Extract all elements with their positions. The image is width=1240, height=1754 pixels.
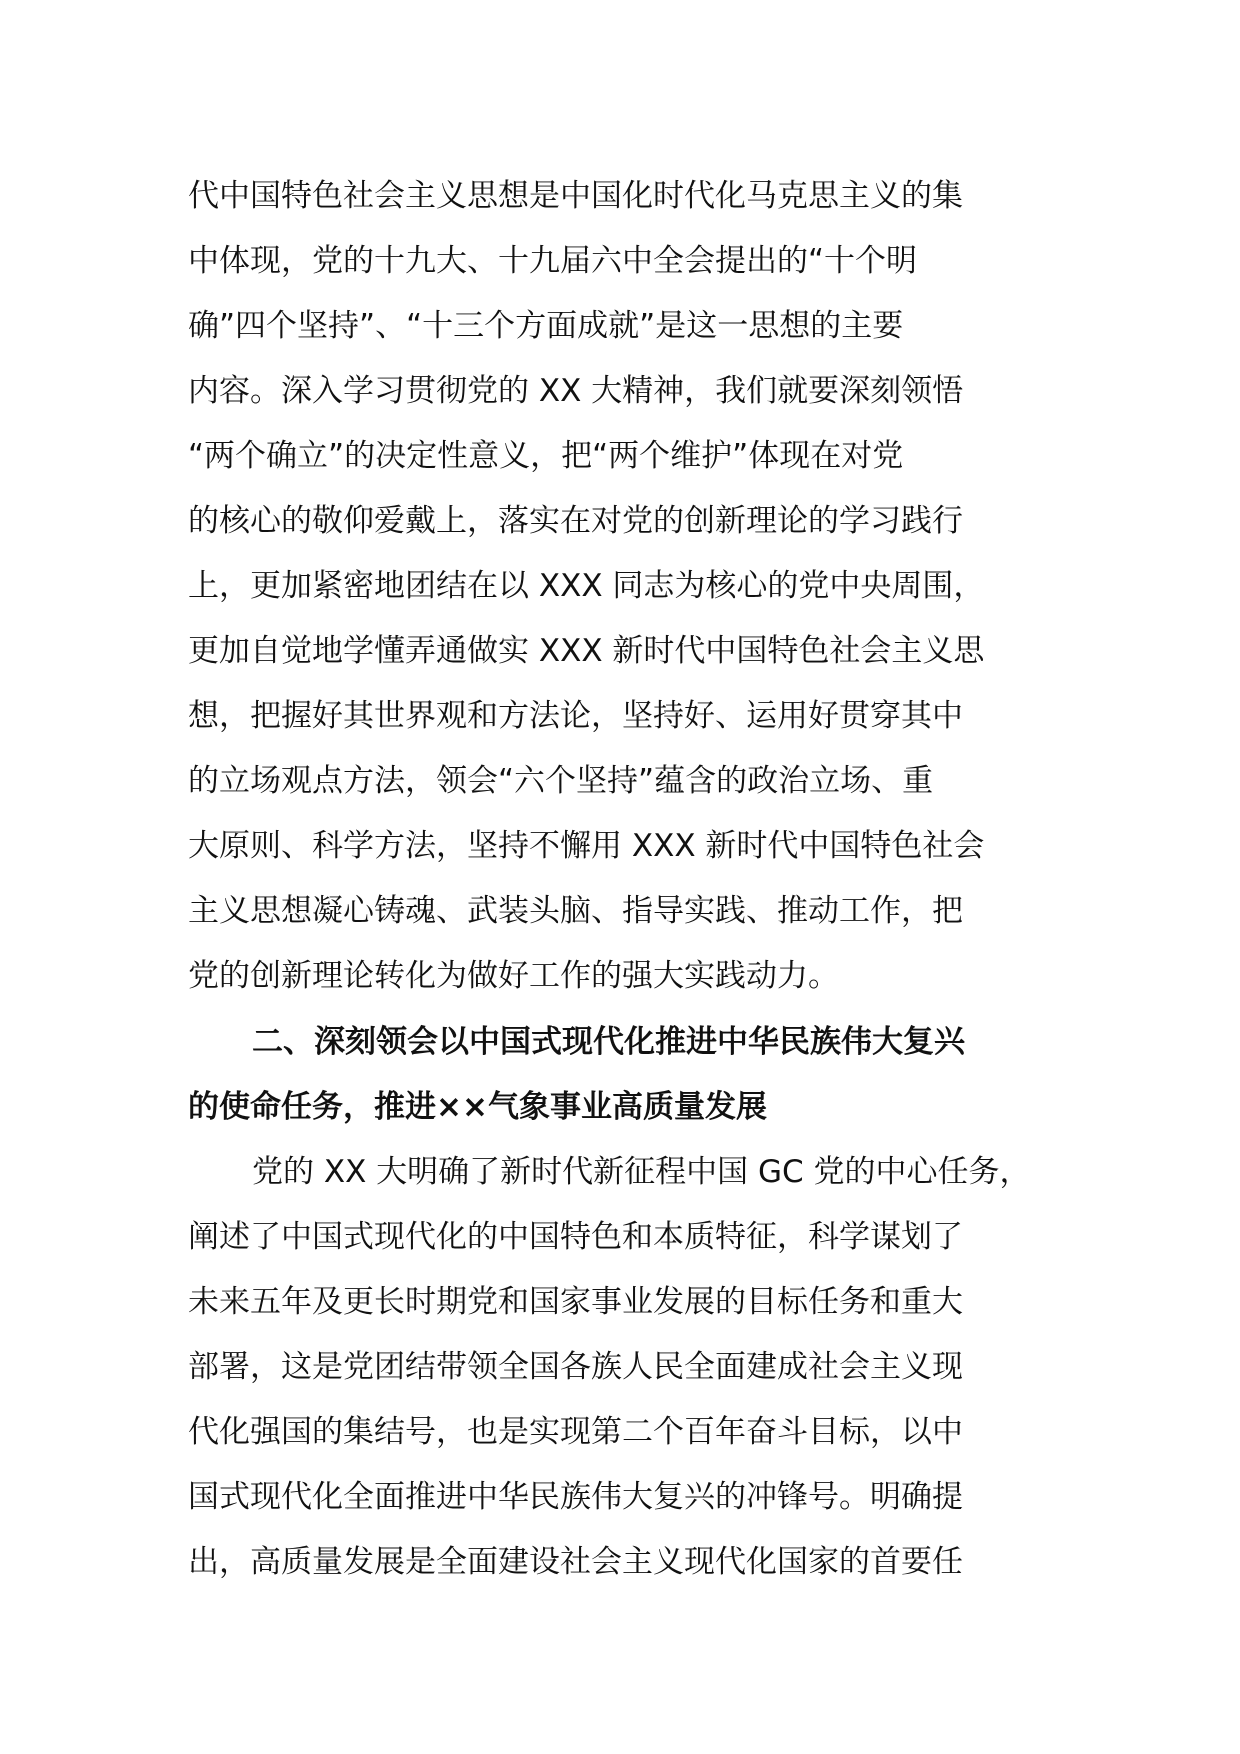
- paragraph-line: 的核心的敬仰爱戴上，落实在对党的创新理论的学习践行: [188, 503, 963, 539]
- paragraph-line: “两个确立”的决定性意义，把“两个维护”体现在对党: [188, 438, 904, 474]
- paragraph-line: 国式现代化全面推进中华民族伟大复兴的冲锋号。明确提: [188, 1479, 963, 1515]
- paragraph-line: 更加自觉地学懂弄通做实 XXX 新时代中国特色社会主义思: [188, 633, 985, 669]
- paragraph-line: 大原则、科学方法，坚持不懈用 XXX 新时代中国特色社会: [188, 828, 985, 864]
- paragraph-line: 确”四个坚持”、“十三个方面成就”是这一思想的主要: [188, 308, 904, 344]
- paragraph-line: 代化强国的集结号，也是实现第二个百年奋斗目标，以中: [188, 1414, 963, 1450]
- paragraph-line: 党的 XX 大明确了新时代新征程中国 GC 党的中心任务，: [252, 1154, 1031, 1190]
- paragraph-line: 想，把握好其世界观和方法论，坚持好、运用好贯穿其中: [188, 698, 963, 734]
- section-heading-line-2: 的使命任务，推进××气象事业高质量发展: [188, 1089, 767, 1125]
- paragraph-line: 中体现，党的十九大、十九届六中全会提出的“十个明: [188, 243, 918, 279]
- paragraph-line: 的立场观点方法，领会“六个坚持”蕴含的政治立场、重: [188, 763, 934, 799]
- section-heading-line-1: 二、深刻领会以中国式现代化推进中华民族伟大复兴: [252, 1024, 965, 1060]
- paragraph-line: 阐述了中国式现代化的中国特色和本质特征，科学谋划了: [188, 1219, 963, 1255]
- paragraph-line: 内容。深入学习贯彻党的 XX 大精神，我们就要深刻领悟: [188, 373, 964, 409]
- paragraph-line: 代中国特色社会主义思想是中国化时代化马克思主义的集: [188, 178, 963, 214]
- paragraph-line: 部署，这是党团结带领全国各族人民全面建成社会主义现: [188, 1349, 963, 1385]
- paragraph-line: 主义思想凝心铸魂、武装头脑、指导实践、推动工作，把: [188, 893, 963, 929]
- paragraph-line: 未来五年及更长时期党和国家事业发展的目标任务和重大: [188, 1284, 963, 1320]
- paragraph-line: 出，高质量发展是全面建设社会主义现代化国家的首要任: [188, 1544, 963, 1580]
- paragraph-line: 上，更加紧密地团结在以 XXX 同志为核心的党中央周围，: [188, 568, 985, 604]
- paragraph-line: 党的创新理论转化为做好工作的强大实践动力。: [188, 958, 839, 994]
